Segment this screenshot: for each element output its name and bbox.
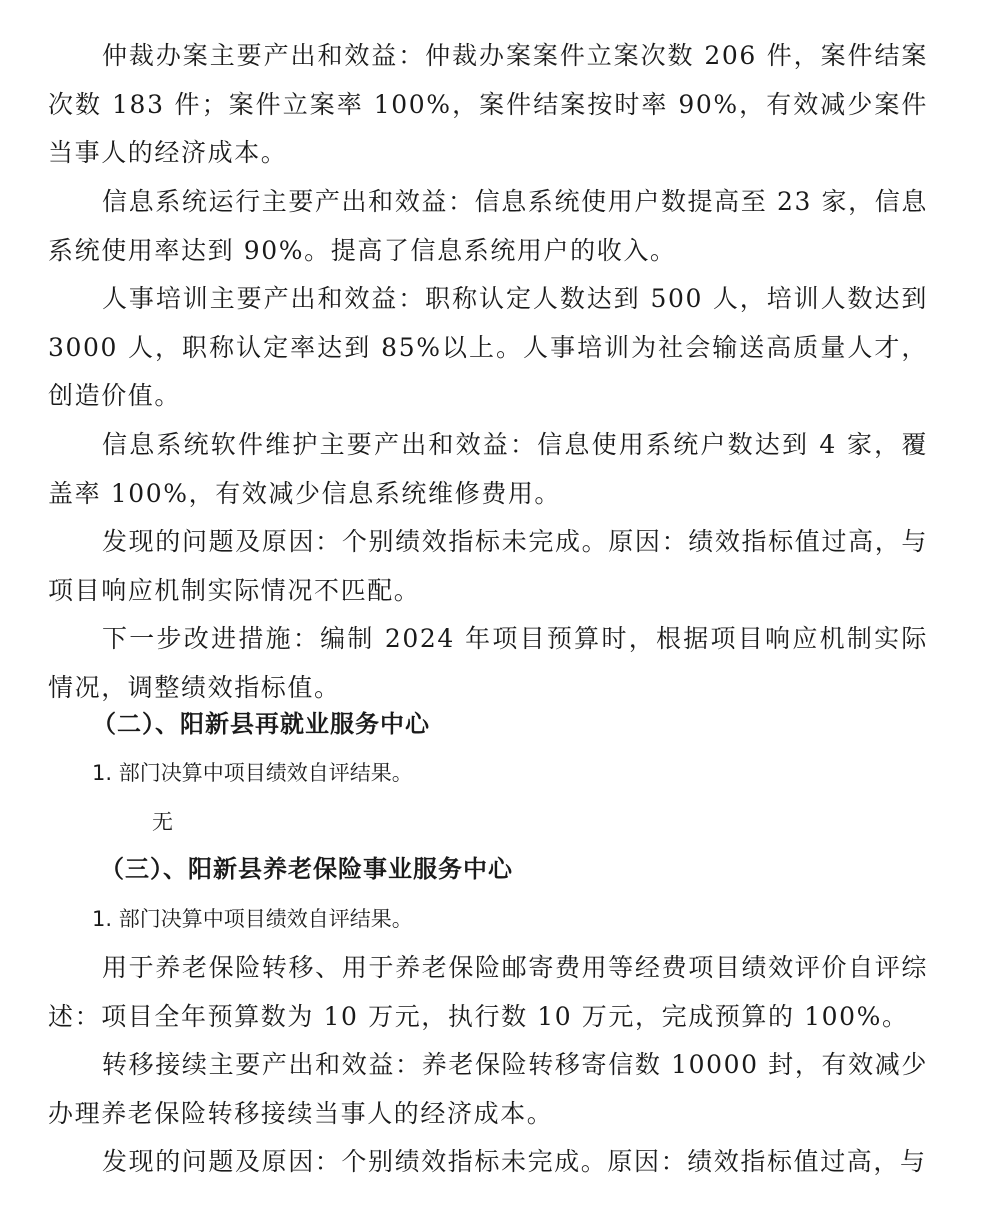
paragraph-software-maintenance: 信息系统软件维护主要产出和效益：信息使用系统户数达到 4 家，覆盖率 100%，有效减少信息系统维修费用。: [48, 430, 928, 508]
none-text: 无: [152, 810, 173, 834]
paragraph-transfer: 转移接续主要产出和效益：养老保险转移寄信数 10000 封，有效减少办理养老保险转移接续当事人的经济成本。: [48, 1050, 928, 1128]
section-subheading-results: 1. 部门决算中项目绩效自评结果。: [92, 907, 413, 931]
paragraph-pension-summary: 用于养老保险转移、用于养老保险邮寄费用等经费项目绩效评价自评综述：项目全年预算数为 10 万元，执行数 10 万元，完成预算的 100%。: [48, 953, 928, 1031]
section-heading-pension: （三）、阳新县养老保险事业服务中心: [100, 855, 513, 883]
paragraph-info-system: 信息系统运行主要产出和效益：信息系统使用户数提高至 23 家，信息系统使用率达到 90%。提高了信息系统用户的收入。: [48, 187, 928, 265]
paragraph-problems-2: 发现的问题及原因：个别绩效指标未完成。原因：绩效指标值过高，与: [102, 1147, 927, 1176]
paragraph-arbitration: 仲裁办案主要产出和效益：仲裁办案案件立案次数 206 件，案件结案次数 183 件；案件立案率 100%，案件结案按时率 90%，有效减少案件当事人的经济成本。: [48, 41, 928, 167]
paragraph-improvements: 下一步改进措施：编制 2024 年项目预算时，根据项目响应机制实际情况，调整绩效指标值。: [48, 624, 928, 702]
paragraph-hr-training: 人事培训主要产出和效益：职称认定人数达到 500 人，培训人数达到 3000 人，职称认定率达到 85%以上。人事培训为社会输送高质量人才，创造价值。: [48, 284, 928, 410]
section-subheading-results: 1. 部门决算中项目绩效自评结果。: [92, 761, 413, 785]
section-heading-reemployment: （二）、阳新县再就业服务中心: [92, 710, 430, 738]
paragraph-problems: 发现的问题及原因：个别绩效指标未完成。原因：绩效指标值过高，与项目响应机制实际情况不匹配。: [48, 527, 928, 605]
